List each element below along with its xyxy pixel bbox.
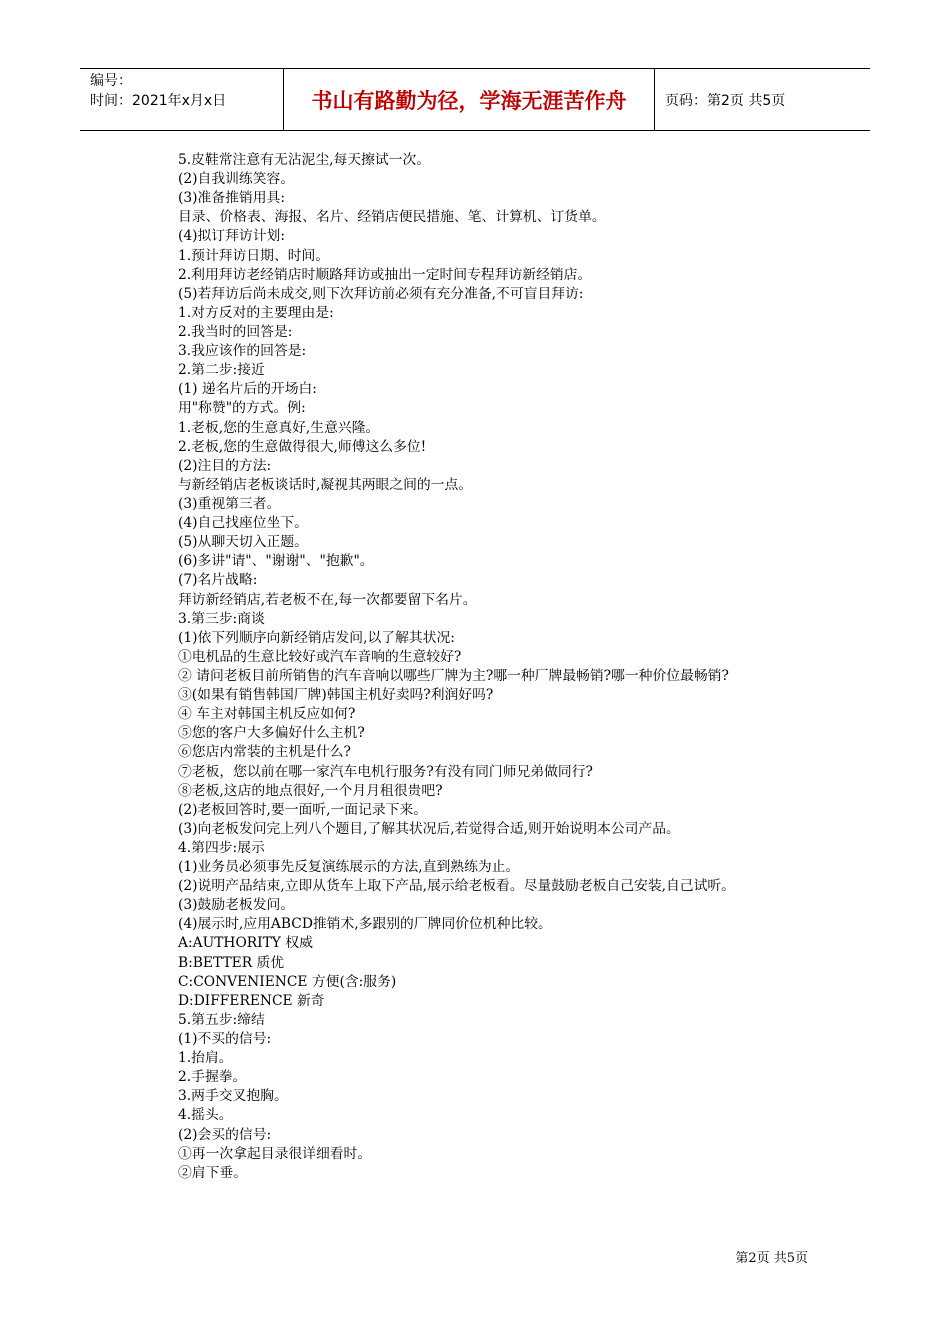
body-line: ①再一次拿起目录很详细看时。 [178, 1145, 372, 1162]
body-line: ⑥您店内常装的主机是什么? [178, 744, 351, 761]
body-line: 1.老板,您的生意真好,生意兴隆。 [178, 419, 380, 436]
body-line: 4.摇头。 [178, 1107, 233, 1124]
body-line: ② 请问老板目前所销售的汽车音响以哪些厂牌为主?哪一种厂牌最畅销?哪一种价位最畅销? [178, 667, 729, 684]
body-line: 3.两手交叉抱胸。 [178, 1088, 288, 1105]
body-line: 1.预计拜访日期、时间。 [178, 247, 330, 264]
body-line: 5.皮鞋常注意有无沾泥尘,每天擦试一次。 [178, 152, 431, 168]
body-line: (1)业务员必须事先反复演练展示的方法,直到熟练为止。 [178, 859, 520, 876]
body-line: (1)不买的信号: [178, 1031, 272, 1048]
body-line: 2.利用拜访老经销店时顺路拜访或抽出一定时间专程拜访新经销店。 [178, 266, 592, 283]
body-line: ③(如果有销售韩国厂牌)韩国主机好卖吗?利润好吗? [178, 687, 494, 704]
page-footer: 第2页 共5页 [735, 1251, 808, 1266]
body-line: (2)自我训练笑容。 [178, 171, 295, 188]
body-line: 2.老板,您的生意做得很大,师傅这么多位! [178, 438, 427, 455]
document-body [178, 151, 810, 1183]
body-line: (6)多讲"请"、"谢谢"、"抱歉"。 [178, 553, 374, 570]
header-meta [80, 69, 284, 130]
body-line: 1.抬肩。 [178, 1050, 233, 1067]
body-line: (5)若拜访后尚未成交,则下次拜访前必须有充分准备,不可盲目拜访: [178, 285, 584, 302]
body-line: ④ 车主对韩国主机反应如何? [178, 706, 356, 723]
body-line: 2.我当时的回答是: [178, 323, 293, 340]
body-line: (2)会买的信号: [178, 1126, 272, 1143]
time-label: 时间：2021年x月x日 [90, 93, 227, 109]
body-line: ⑧老板,这店的地点很好,一个月月租很贵吧? [178, 782, 443, 799]
body-line: ⑤您的客户大多偏好什么主机? [178, 725, 365, 742]
header-page-label: 页码：第2页 共5页 [665, 92, 786, 109]
body-line: (2)注目的方法: [178, 457, 272, 474]
body-line: (1) 递名片后的开场白: [178, 381, 317, 398]
body-line: (4)自己找座位坐下。 [178, 515, 308, 532]
body-line: ⑦老板，您以前在哪一家汽车电机行服务?有没有同门师兄弟做同行? [178, 763, 593, 780]
body-line: (1)依下列顺序向新经销店发问,以了解其状况: [178, 629, 455, 646]
body-line: 3.第三步:商谈 [178, 610, 265, 627]
body-line: 拜访新经销店,若老板不在,每一次都要留下名片。 [178, 591, 477, 608]
body-line: B:BETTER 质优 [178, 954, 285, 971]
body-line: (3)重视第三者。 [178, 495, 281, 512]
body-line: 3.我应该作的回答是: [178, 343, 307, 360]
body-line: C:CONVENIENCE 方便(含:服务) [178, 973, 397, 990]
serial-label: 编号： [90, 73, 132, 89]
body-line: 2.手握拳。 [178, 1069, 247, 1086]
body-line: (3)准备推销用具: [178, 190, 285, 207]
body-line: D:DIFFERENCE 新奇 [178, 992, 325, 1009]
body-line: 4.第四步:展示 [178, 839, 265, 856]
body-line: ①电机品的生意比较好或汽车音响的生意较好? [178, 648, 462, 665]
page-header [80, 68, 870, 131]
body-line: ②肩下垂。 [178, 1164, 247, 1181]
body-line: 目录、价格表、海报、名片、经销店便民措施、笔、计算机、订货单。 [178, 209, 606, 226]
body-line: 1.对方反对的主要理由是: [178, 304, 334, 321]
body-line: (2)老板回答时,要一面听,一面记录下来。 [178, 801, 428, 818]
body-line: (2)说明产品结束,立即从货车上取下产品,展示给老板看。尽量鼓励老板自己安装,自己试听。 [178, 878, 735, 895]
body-line: (3)向老板发问完上列八个题目,了解其状况后,若觉得合适,则开始说明本公司产品。 [178, 820, 680, 837]
body-line: 用"称赞"的方式。例: [178, 400, 306, 417]
body-line: 2.第二步:接近 [178, 362, 265, 379]
body-line: (4)拟订拜访计划: [178, 228, 285, 245]
header-motto: 书山有路勤为径，学海无涯苦作舟 [284, 69, 655, 130]
body-line: (5)从聊天切入正题。 [178, 534, 308, 551]
body-line: 与新经销店老板谈话时,凝视其两眼之间的一点。 [178, 476, 473, 493]
body-line: (3)鼓励老板发问。 [178, 897, 295, 914]
body-line: A:AUTHORITY 权威 [178, 935, 313, 952]
body-line: (7)名片战略: [178, 572, 258, 589]
body-line: (4)展示时,应用ABCD推销术,多跟别的厂牌同价位机种比较。 [178, 916, 552, 933]
body-line: 5.第五步:缔结 [178, 1011, 265, 1028]
